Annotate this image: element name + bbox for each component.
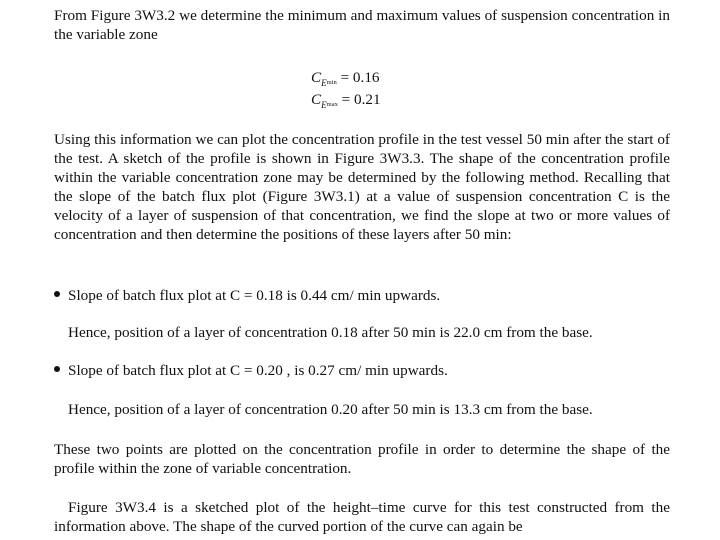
equation-symbol: C bbox=[311, 69, 322, 86]
equation-cmin bbox=[311, 67, 471, 89]
equation-block bbox=[311, 67, 471, 111]
equation-symbol: C bbox=[311, 91, 322, 108]
equation-subsubscript: min bbox=[326, 79, 337, 86]
bullet-dot-icon bbox=[54, 291, 60, 297]
equation-subscript: E bbox=[321, 100, 327, 110]
points-paragraph: These two points are plotted on the concentration profile in order to determine the shape of the profile within the zone of variable concentration. bbox=[54, 441, 670, 477]
intro-paragraph: From Figure 3W3.2 we determine the minimum and maximum values of suspension concentration in the variable zone bbox=[54, 7, 670, 43]
figure-paragraph: Figure 3W3.4 is a sketched plot of the height–time curve for this test constructed from the information above. The shape of the curved portion of the curve can again be bbox=[54, 499, 670, 535]
equation-subsubscript: max bbox=[326, 101, 338, 108]
bullet-result: Hence, position of a layer of concentration 0.18 after 50 min is 22.0 cm from the base. bbox=[68, 324, 593, 341]
bullet-dot-icon bbox=[54, 366, 60, 372]
bullet-text: Slope of batch flux plot at C = 0.18 is 0.44 cm/ min upwards. bbox=[68, 287, 441, 304]
equation-cmax bbox=[311, 89, 471, 111]
equation-value: = 0.16 bbox=[340, 69, 380, 86]
bullet-item bbox=[54, 286, 674, 305]
equation-value: = 0.21 bbox=[341, 91, 381, 108]
bullet-item bbox=[54, 361, 674, 380]
profile-paragraph: Using this information we can plot the concentration profile in the test vessel 50 min after the start of the test. A sketch of the profile is shown in Figure 3W3.3. The shape of the concentration profile within the variable concentration zone may be determined by the following method. Recalling that the slope of the batch flux plot (Figure 3W3.1) at a value of suspension concentration C is the velocity of a layer of suspension of that concentration, we find the slope at two or more values of concentration and then determine the positions of these layers after 50 min: bbox=[54, 131, 670, 243]
bullet-text: Slope of batch flux plot at C = 0.20 , is 0.27 cm/ min upwards. bbox=[68, 362, 448, 379]
bullet-result: Hence, position of a layer of concentration 0.20 after 50 min is 13.3 cm from the base. bbox=[68, 401, 593, 418]
equation-subscript: E bbox=[321, 78, 327, 88]
